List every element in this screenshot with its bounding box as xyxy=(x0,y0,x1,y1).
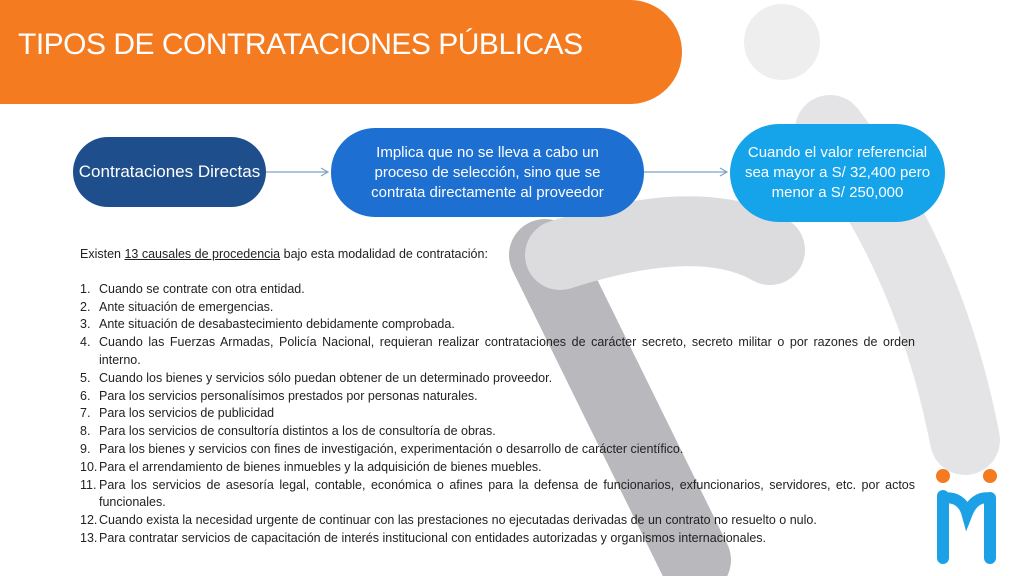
flow-step-2-text: Implica que no se lleva a cabo un proceso de selección, sino que se contrata directamente al proveedor xyxy=(371,143,604,201)
list-item-text: Para los servicios de publicidad xyxy=(99,406,275,421)
logo-dot-left xyxy=(936,469,950,483)
list-item-number: 11. xyxy=(80,477,97,492)
list-item-text: Para el arrendamiento de bienes inmuebles y la adquisición de bienes muebles. xyxy=(99,459,542,474)
flow-step-value-range xyxy=(730,124,945,222)
list-item-number: 9. xyxy=(80,441,91,456)
list-item-number: 2. xyxy=(80,299,91,314)
flow-step-3-text: Cuando el valor referencial sea mayor a S/ 32,400 pero menor a S/ 250,000 xyxy=(744,144,931,201)
list-item-text: Cuando las Fuerzas Armadas, Policía Nacional, requieran realizar contrataciones de carácter secreto, secreto militar o por razones de orden interno. xyxy=(99,335,915,367)
list-item xyxy=(80,334,915,370)
logo-dot-right xyxy=(983,469,997,483)
slide-title: TIPOS DE CONTRATACIONES PÚBLICAS xyxy=(18,28,583,61)
list-item-number: 6. xyxy=(80,388,91,403)
list-item-number: 1. xyxy=(80,281,91,296)
list-item-number: 4. xyxy=(80,335,91,350)
list-item xyxy=(80,512,915,530)
logo-stroke-middle xyxy=(943,498,990,514)
list-item xyxy=(80,316,915,334)
list-item-text: Ante situación de desabastecimiento debidamente comprobada. xyxy=(99,317,455,332)
list-item-text: Para contratar servicios de capacitación de interés institucional con entidades autorizadas y organismos internacionales. xyxy=(99,530,767,545)
list-item-number: 5. xyxy=(80,370,91,385)
list-item xyxy=(80,281,915,299)
flow-step-direct-contracting xyxy=(73,137,266,207)
list-item xyxy=(80,477,915,513)
list-item-text: Para los servicios de asesoría legal, contable, económica o afines para la defensa de funcionarios, exfuncionarios, servidores, etc. por actos funcionales. xyxy=(99,477,915,510)
list-item-number: 8. xyxy=(80,424,91,439)
list-item xyxy=(80,405,915,423)
flow-step-definition xyxy=(331,128,644,217)
list-item-text: Cuando exista la necesidad urgente de continuar con las prestaciones no ejecutadas derivadas de un contrato no resuelto o nulo. xyxy=(99,513,817,528)
list-item-number: 12. xyxy=(80,513,98,528)
list-item-number: 3. xyxy=(80,317,91,332)
flow-step-1-text: Contrataciones Directas xyxy=(78,162,261,181)
list-item xyxy=(80,441,915,459)
list-item xyxy=(80,388,915,406)
intro-highlight: 13 causales de procedencia xyxy=(124,247,281,261)
list-item-text: Cuando los bienes y servicios sólo puedan obtener de un determinado proveedor. xyxy=(99,370,553,385)
intro-paragraph xyxy=(80,246,915,264)
brand-logo-icon xyxy=(932,466,1002,566)
intro-after: bajo esta modalidad de contratación: xyxy=(280,247,488,261)
list-item-text: Para los bienes y servicios con fines de investigación, experimentación o desarrollo de carácter científico. xyxy=(99,441,684,456)
list-item-text: Para los servicios de consultoría distintos a los de consultoría de obras. xyxy=(99,424,496,439)
causales-section xyxy=(80,246,915,548)
list-item xyxy=(80,459,915,477)
list-item-number: 10. xyxy=(80,459,98,474)
list-item-number: 7. xyxy=(80,406,91,421)
list-item xyxy=(80,370,915,388)
list-item-text: Ante situación de emergencias. xyxy=(99,299,274,314)
list-item-number: 13. xyxy=(80,530,98,545)
list-item xyxy=(80,530,915,548)
causales-list xyxy=(80,281,915,548)
list-item xyxy=(80,423,915,441)
list-item xyxy=(80,299,915,317)
list-item-text: Para los servicios personalísimos prestados por personas naturales. xyxy=(99,388,478,403)
list-item-text: Cuando se contrate con otra entidad. xyxy=(99,281,305,296)
intro-before: Existen xyxy=(80,247,125,261)
